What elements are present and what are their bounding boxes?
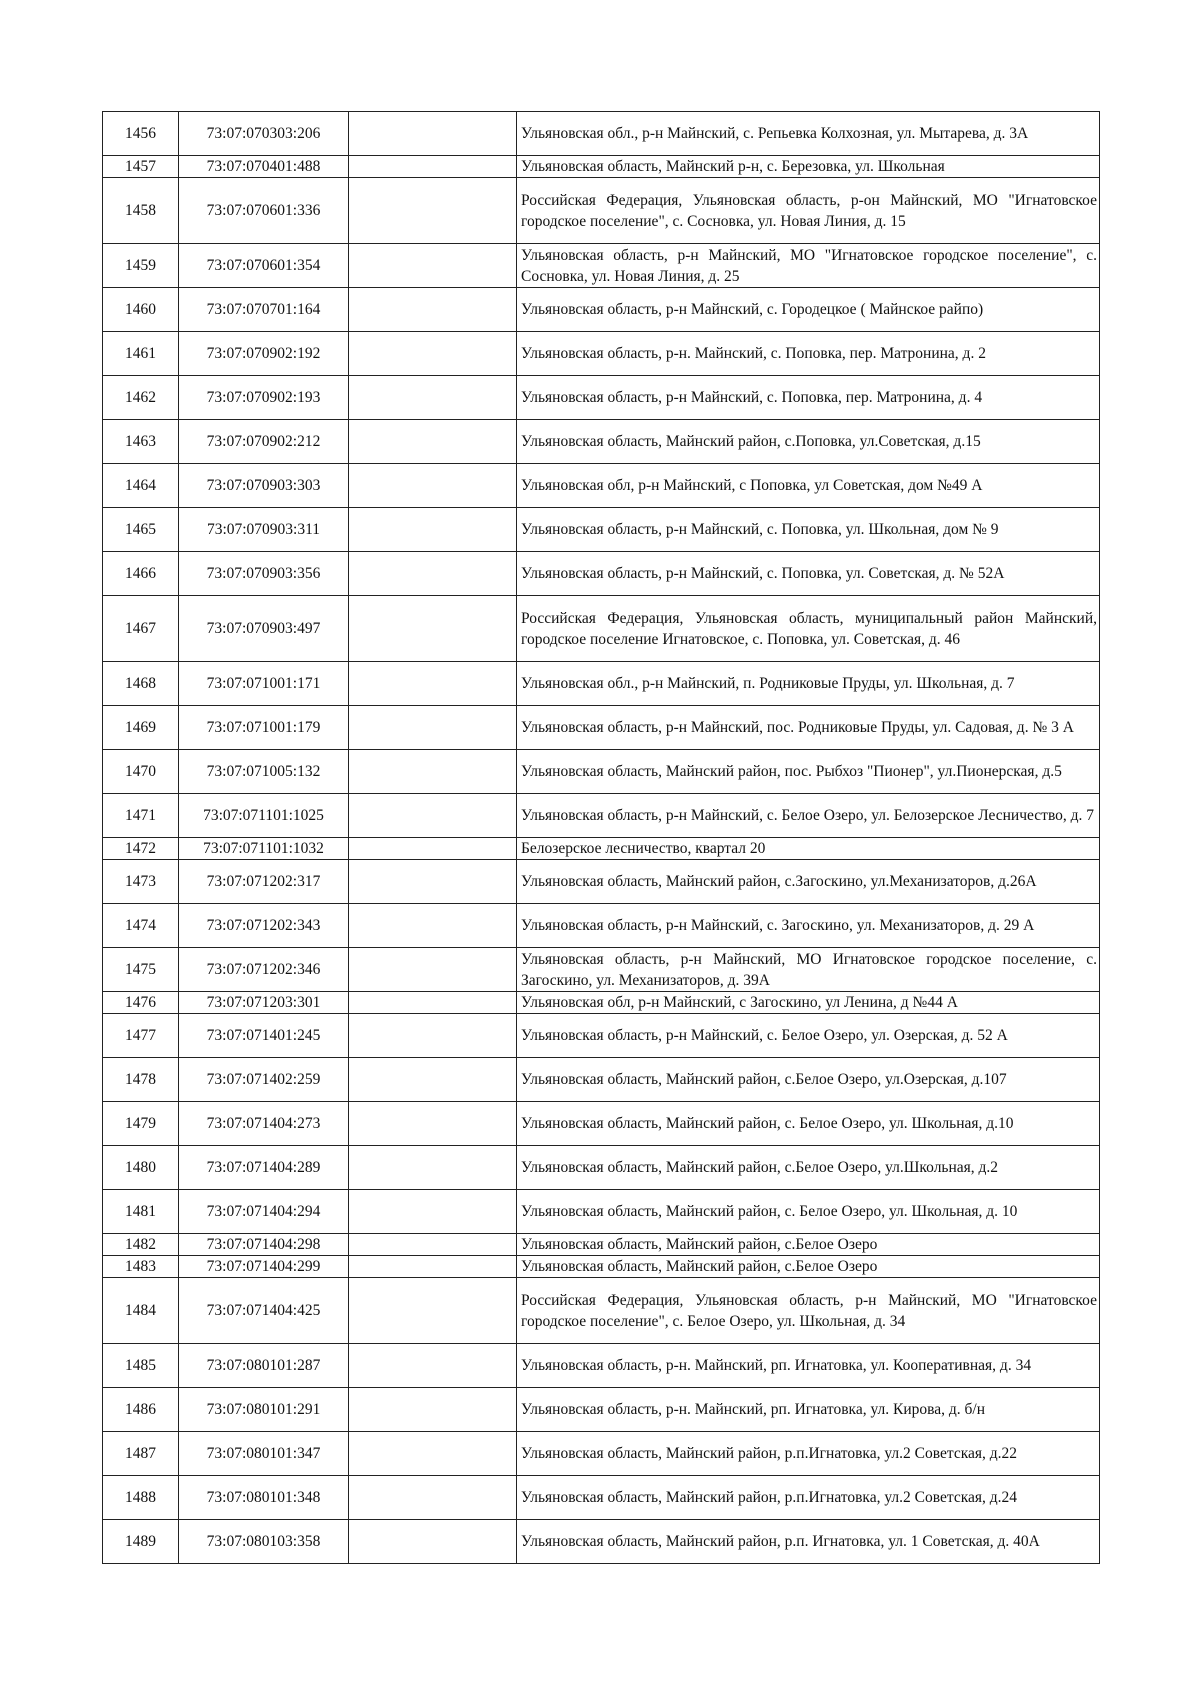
table-row [103, 112, 1100, 156]
row-number-cell: 1477 [103, 1014, 179, 1058]
cadastral-number-cell: 73:07:071001:171 [179, 662, 349, 706]
row-number-cell: 1488 [103, 1476, 179, 1520]
cadastral-number-cell: 73:07:071404:294 [179, 1190, 349, 1234]
empty-cell [349, 904, 517, 948]
table-row [103, 948, 1100, 992]
row-number-cell: 1474 [103, 904, 179, 948]
cadastral-number-cell: 73:07:080103:358 [179, 1520, 349, 1564]
row-number-cell: 1464 [103, 464, 179, 508]
empty-cell [349, 662, 517, 706]
empty-cell [349, 376, 517, 420]
address-cell: Российская Федерация, Ульяновская область, р-н Майнский, МО "Игнатовское городское поселение", с. Белое Озеро, ул. Школьная, д. 34 [517, 1278, 1100, 1344]
cadastral-number-cell: 73:07:070701:164 [179, 288, 349, 332]
table-row [103, 464, 1100, 508]
row-number-cell: 1475 [103, 948, 179, 992]
cadastral-number-cell: 73:07:070903:356 [179, 552, 349, 596]
empty-cell [349, 288, 517, 332]
table-row [103, 376, 1100, 420]
row-number-cell: 1483 [103, 1256, 179, 1278]
table-row [103, 662, 1100, 706]
empty-cell [349, 1146, 517, 1190]
table-row [103, 288, 1100, 332]
table-row [103, 1014, 1100, 1058]
row-number-cell: 1482 [103, 1234, 179, 1256]
row-number-cell: 1466 [103, 552, 179, 596]
row-number-cell: 1473 [103, 860, 179, 904]
row-number-cell: 1467 [103, 596, 179, 662]
empty-cell [349, 750, 517, 794]
address-cell: Ульяновская область, р-н Майнский, с. Поповка, ул. Советская, д. № 52А [517, 552, 1100, 596]
address-cell: Ульяновская область, р-н. Майнский, рп. Игнатовка, ул. Кирова, д. б/н [517, 1388, 1100, 1432]
address-cell: Ульяновская область, Майнский район, с. Белое Озеро, ул. Школьная, д.10 [517, 1102, 1100, 1146]
empty-cell [349, 420, 517, 464]
address-cell: Ульяновская область, Майнский район, р.п.Игнатовка, ул.2 Советская, д.24 [517, 1476, 1100, 1520]
address-cell: Ульяновская область, Майнский район, с. Белое Озеро, ул. Школьная, д. 10 [517, 1190, 1100, 1234]
table-row [103, 1476, 1100, 1520]
cadastral-number-cell: 73:07:070303:206 [179, 112, 349, 156]
row-number-cell: 1471 [103, 794, 179, 838]
address-cell: Ульяновская область, Майнский район, с.Загоскино, ул.Механизаторов, д.26А [517, 860, 1100, 904]
table-row [103, 750, 1100, 794]
table-row [103, 860, 1100, 904]
cadastral-number-cell: 73:07:071404:289 [179, 1146, 349, 1190]
address-cell: Ульяновская область, Майнский район, с.Поповка, ул.Советская, д.15 [517, 420, 1100, 464]
table-row [103, 794, 1100, 838]
address-cell: Ульяновская область, р-н Майнский, МО Игнатовское городское поселение, с. Загоскино, ул. Механизаторов, д. 39А [517, 948, 1100, 992]
empty-cell [349, 596, 517, 662]
address-cell: Ульяновская обл, р-н Майнский, с Поповка, ул Советская, дом №49 А [517, 464, 1100, 508]
empty-cell [349, 1190, 517, 1234]
empty-cell [349, 1058, 517, 1102]
cadastral-number-cell: 73:07:080101:348 [179, 1476, 349, 1520]
address-cell: Ульяновская область, р-н Майнский, с. Поповка, ул. Школьная, дом № 9 [517, 508, 1100, 552]
table-row [103, 1256, 1100, 1278]
empty-cell [349, 1476, 517, 1520]
table-row [103, 1058, 1100, 1102]
table-row [103, 1102, 1100, 1146]
table-row [103, 1234, 1100, 1256]
row-number-cell: 1469 [103, 706, 179, 750]
cadastral-number-cell: 73:07:071202:346 [179, 948, 349, 992]
address-cell: Российская Федерация, Ульяновская область, р-он Майнский, МО "Игнатовское городское поселение", с. Сосновка, ул. Новая Линия, д. 15 [517, 178, 1100, 244]
empty-cell [349, 112, 517, 156]
row-number-cell: 1478 [103, 1058, 179, 1102]
row-number-cell: 1468 [103, 662, 179, 706]
address-cell: Ульяновская область, р-н. Майнский, рп. Игнатовка, ул. Кооперативная, д. 34 [517, 1344, 1100, 1388]
row-number-cell: 1479 [103, 1102, 179, 1146]
address-cell: Ульяновская область, р-н Майнский, пос. Родниковые Пруды, ул. Садовая, д. № 3 А [517, 706, 1100, 750]
table-row [103, 1146, 1100, 1190]
row-number-cell: 1487 [103, 1432, 179, 1476]
row-number-cell: 1458 [103, 178, 179, 244]
cadastral-number-cell: 73:07:071404:273 [179, 1102, 349, 1146]
empty-cell [349, 244, 517, 288]
table-row [103, 420, 1100, 464]
empty-cell [349, 508, 517, 552]
row-number-cell: 1481 [103, 1190, 179, 1234]
cadastral-number-cell: 73:07:071402:259 [179, 1058, 349, 1102]
table-row [103, 508, 1100, 552]
address-cell: Ульяновская область, Майнский район, с.Белое Озеро, ул.Озерская, д.107 [517, 1058, 1100, 1102]
cadastral-number-cell: 73:07:070903:311 [179, 508, 349, 552]
cadastral-number-cell: 73:07:071404:299 [179, 1256, 349, 1278]
row-number-cell: 1480 [103, 1146, 179, 1190]
row-number-cell: 1485 [103, 1344, 179, 1388]
row-number-cell: 1460 [103, 288, 179, 332]
cadastral-number-cell: 73:07:071101:1032 [179, 838, 349, 860]
row-number-cell: 1489 [103, 1520, 179, 1564]
table-row [103, 1432, 1100, 1476]
cadastral-number-cell: 73:07:070401:488 [179, 156, 349, 178]
empty-cell [349, 1102, 517, 1146]
empty-cell [349, 1520, 517, 1564]
table-row [103, 178, 1100, 244]
address-cell: Ульяновская область, р-н Майнский, МО "Игнатовское городское поселение", с. Сосновка, ул. Новая Линия, д. 25 [517, 244, 1100, 288]
cadastral-number-cell: 73:07:070903:497 [179, 596, 349, 662]
cadastral-number-cell: 73:07:070902:193 [179, 376, 349, 420]
address-cell: Ульяновская область, р-н. Майнский, с. Поповка, пер. Матронина, д. 2 [517, 332, 1100, 376]
table-row [103, 596, 1100, 662]
empty-cell [349, 838, 517, 860]
empty-cell [349, 464, 517, 508]
cadastral-number-cell: 73:07:071101:1025 [179, 794, 349, 838]
address-cell: Белозерское лесничество, квартал 20 [517, 838, 1100, 860]
table-row [103, 838, 1100, 860]
address-cell: Ульяновская область, р-н Майнский, с. Белое Озеро, ул. Белозерское Лесничество, д. 7 [517, 794, 1100, 838]
address-cell: Ульяновская область, р-н Майнский, с. Загоскино, ул. Механизаторов, д. 29 А [517, 904, 1100, 948]
table-row [103, 904, 1100, 948]
empty-cell [349, 1344, 517, 1388]
address-cell: Ульяновская обл., р-н Майнский, п. Родниковые Пруды, ул. Школьная, д. 7 [517, 662, 1100, 706]
table-row [103, 706, 1100, 750]
address-cell: Ульяновская область, Майнский район, р.п. Игнатовка, ул. 1 Советская, д. 40А [517, 1520, 1100, 1564]
empty-cell [349, 948, 517, 992]
table-row [103, 1388, 1100, 1432]
cadastral-number-cell: 73:07:071005:132 [179, 750, 349, 794]
cadastral-number-cell: 73:07:070902:192 [179, 332, 349, 376]
empty-cell [349, 1234, 517, 1256]
row-number-cell: 1457 [103, 156, 179, 178]
address-cell: Ульяновская обл., р-н Майнский, с. Репьевка Колхозная, ул. Мытарева, д. 3А [517, 112, 1100, 156]
cadastral-number-cell: 73:07:070903:303 [179, 464, 349, 508]
cadastral-number-cell: 73:07:080101:291 [179, 1388, 349, 1432]
table-row [103, 244, 1100, 288]
address-cell: Ульяновская обл, р-н Майнский, с Загоскино, ул Ленина, д №44 А [517, 992, 1100, 1014]
address-cell: Ульяновская область, р-н Майнский, с. Белое Озеро, ул. Озерская, д. 52 А [517, 1014, 1100, 1058]
empty-cell [349, 1278, 517, 1344]
empty-cell [349, 1388, 517, 1432]
row-number-cell: 1459 [103, 244, 179, 288]
cadastral-number-cell: 73:07:071202:317 [179, 860, 349, 904]
parcel-table-body [103, 112, 1100, 1564]
row-number-cell: 1463 [103, 420, 179, 464]
empty-cell [349, 156, 517, 178]
cadastral-number-cell: 73:07:070601:336 [179, 178, 349, 244]
table-row [103, 332, 1100, 376]
table-row [103, 1344, 1100, 1388]
row-number-cell: 1476 [103, 992, 179, 1014]
address-cell: Ульяновская область, Майнский р-н, с. Березовка, ул. Школьная [517, 156, 1100, 178]
empty-cell [349, 332, 517, 376]
row-number-cell: 1465 [103, 508, 179, 552]
cadastral-number-cell: 73:07:071202:343 [179, 904, 349, 948]
table-row [103, 156, 1100, 178]
empty-cell [349, 552, 517, 596]
empty-cell [349, 860, 517, 904]
cadastral-number-cell: 73:07:080101:287 [179, 1344, 349, 1388]
address-cell: Ульяновская область, Майнский район, с.Белое Озеро [517, 1234, 1100, 1256]
address-cell: Ульяновская область, р-н Майнский, с. Городецкое ( Майнское райпо) [517, 288, 1100, 332]
empty-cell [349, 1256, 517, 1278]
cadastral-number-cell: 73:07:071404:425 [179, 1278, 349, 1344]
cadastral-number-cell: 73:07:071401:245 [179, 1014, 349, 1058]
cadastral-number-cell: 73:07:070902:212 [179, 420, 349, 464]
cadastral-number-cell: 73:07:071203:301 [179, 992, 349, 1014]
table-row [103, 552, 1100, 596]
address-cell: Ульяновская область, р-н Майнский, с. Поповка, пер. Матронина, д. 4 [517, 376, 1100, 420]
row-number-cell: 1461 [103, 332, 179, 376]
row-number-cell: 1470 [103, 750, 179, 794]
cadastral-number-cell: 73:07:071404:298 [179, 1234, 349, 1256]
address-cell: Ульяновская область, Майнский район, пос. Рыбхоз "Пионер", ул.Пионерская, д.5 [517, 750, 1100, 794]
address-cell: Ульяновская область, Майнский район, р.п.Игнатовка, ул.2 Советская, д.22 [517, 1432, 1100, 1476]
table-row [103, 1278, 1100, 1344]
table-row [103, 1190, 1100, 1234]
row-number-cell: 1472 [103, 838, 179, 860]
row-number-cell: 1486 [103, 1388, 179, 1432]
address-cell: Ульяновская область, Майнский район, с.Белое Озеро, ул.Школьная, д.2 [517, 1146, 1100, 1190]
table-row [103, 992, 1100, 1014]
empty-cell [349, 992, 517, 1014]
row-number-cell: 1462 [103, 376, 179, 420]
table-row [103, 1520, 1100, 1564]
address-cell: Российская Федерация, Ульяновская область, муниципальный район Майнский, городское поселение Игнатовское, с. Поповка, ул. Советская, д. 46 [517, 596, 1100, 662]
empty-cell [349, 1432, 517, 1476]
empty-cell [349, 706, 517, 750]
cadastral-number-cell: 73:07:070601:354 [179, 244, 349, 288]
parcel-table [102, 111, 1100, 1564]
empty-cell [349, 178, 517, 244]
cadastral-number-cell: 73:07:080101:347 [179, 1432, 349, 1476]
cadastral-number-cell: 73:07:071001:179 [179, 706, 349, 750]
row-number-cell: 1456 [103, 112, 179, 156]
row-number-cell: 1484 [103, 1278, 179, 1344]
empty-cell [349, 794, 517, 838]
empty-cell [349, 1014, 517, 1058]
address-cell: Ульяновская область, Майнский район, с.Белое Озеро [517, 1256, 1100, 1278]
